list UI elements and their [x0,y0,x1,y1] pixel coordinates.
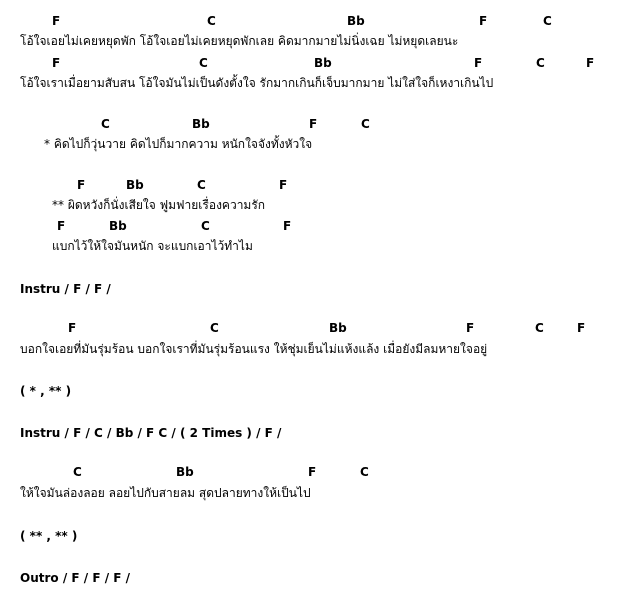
lyric-line: โอ้ใจเอยไม่เคยหยุดพัก โอ้ใจเอยไม่เคยหยุดพักเลย คิดมากมายไม่นิ่งเฉย ไม่หยุดเลยนะ [20,34,459,48]
chord: C [543,14,552,28]
chord: Bb [176,465,194,479]
chord: F [57,219,66,233]
chord: F [279,178,288,192]
chord: F [308,465,317,479]
chord: F [77,178,86,192]
chord: C [535,321,544,335]
repeat-marker: ( ** , ** ) [20,529,78,543]
instrumental-section: Instru / F / F / [20,282,111,296]
chord: F [68,321,77,335]
chord: F [586,56,595,70]
chord: F [466,321,475,335]
lyric-line: โอ้ใจเราเมื่อยามสับสน โอ้ใจมันไม่เป็นดังตั้งใจ รักมากเกินก็เจ็บมากมาย ไม่ใส่ใจก็เหงาเกินไป [20,76,494,90]
chord: Bb [314,56,332,70]
chord: C [207,14,216,28]
chord: C [201,219,210,233]
chord: F [52,56,61,70]
lyric-line: ** ผิดหวังก็นั่งเสียใจ ฟูมฟายเรื่องความรัก [52,198,266,212]
chord: C [73,465,82,479]
chord: F [479,14,488,28]
outro-section: Outro / F / F / F / [20,571,131,585]
chord: C [101,117,110,131]
chord: F [309,117,318,131]
lyric-line: ให้ใจมันล่องลอย ลอยไปกับสายลม สุดปลายทางให้เป็นไป [20,486,311,500]
instrumental-section: Instru / F / C / Bb / F C / ( 2 Times ) / F / [20,426,282,440]
repeat-marker: ( * , ** ) [20,384,72,398]
lyric-line: แบกไว้ให้ใจมันหนัก จะแบกเอาไว้ทำไม [52,239,253,253]
chord: F [474,56,483,70]
lyric-line: * คิดไปก็วุ่นวาย คิดไปก็มากความ หนักใจจังทั้งหัวใจ [44,137,313,151]
lyric-line: บอกใจเอยที่มันรุ่มร้อน บอกใจเราที่มันรุ่มร้อนแรง ให้ชุ่มเย็นไม่แห้งแล้ง เมื่อยังมีลมหายใจอยู่ [20,342,488,356]
chord: Bb [192,117,210,131]
chord: Bb [109,219,127,233]
chord: F [52,14,61,28]
chord: C [210,321,219,335]
chord: F [577,321,586,335]
chord: Bb [126,178,144,192]
chord: C [199,56,208,70]
chord: C [197,178,206,192]
chord: C [536,56,545,70]
chord: F [283,219,292,233]
chord: Bb [347,14,365,28]
chord: Bb [329,321,347,335]
chord: C [361,117,370,131]
chord: C [360,465,369,479]
